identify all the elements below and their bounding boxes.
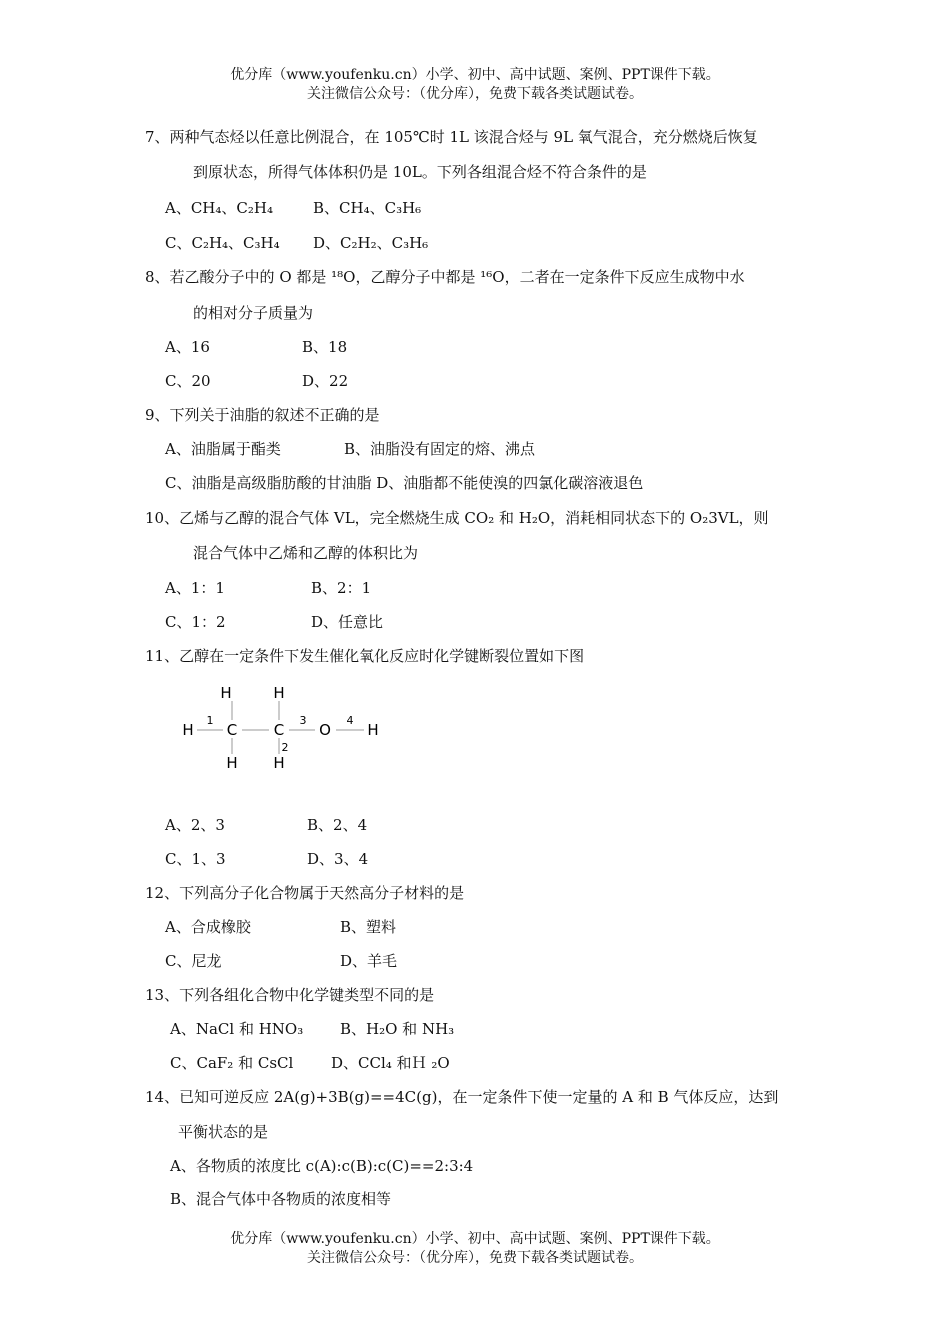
header-line-1: 优分库（www.youfenku.cn）小学、初中、高中试题、案例、PPT课件下载。	[230, 67, 720, 83]
q14-stem-line-2: 平衡状态的是	[178, 1123, 269, 1141]
q8-option-b: B、18	[302, 338, 348, 356]
q9-option-a: A、油脂属于酯类	[165, 440, 281, 458]
q14-stem-line-1: 14、已知可逆反应 2A(g)+3B(g)==4C(g)，在一定条件下使一定量的 A 和 B 气体反应，达到	[145, 1088, 779, 1106]
q13-option-a: A、NaCl 和 HNO₃	[170, 1020, 304, 1038]
q7-stem-line-1: 7、两种气态烃以任意比例混合，在 105℃时 1L 该混合烃与 9L 氧气混合，充分燃烧后恢复	[145, 128, 758, 146]
ethanol-bond-diagram	[175, 680, 395, 780]
atom-c-2: C	[273, 721, 285, 739]
atom-o: O	[319, 721, 331, 739]
atom-h-bottom-right: H	[273, 754, 285, 772]
q7-number: 7、	[145, 128, 170, 146]
atom-c-1: C	[226, 721, 238, 739]
q12-option-b: B、塑料	[340, 918, 397, 936]
q8-option-d: D、22	[302, 372, 349, 390]
q13-stem: 13、下列各组化合物中化学键类型不同的是	[145, 986, 435, 1004]
q9-option-cd: C、油脂是高级脂肪酸的甘油脂 D、油脂都不能使溴的四氯化碳溶液退色	[165, 474, 644, 492]
q10-option-b: B、2：1	[311, 579, 372, 597]
q9-option-b: B、油脂没有固定的熔、沸点	[344, 440, 536, 458]
q12-option-d: D、羊毛	[340, 952, 398, 970]
atom-h-right: H	[367, 721, 379, 739]
q8-option-a: A、16	[165, 338, 210, 356]
q11-stem: 11、乙醇在一定条件下发生催化氧化反应时化学键断裂位置如下图	[145, 647, 585, 665]
page-header	[0, 66, 950, 104]
q9-number: 9、	[145, 406, 170, 424]
footer-line-2: 关注微信公众号：（优分库），免费下载各类试题试卷。	[307, 1250, 643, 1266]
q11-option-a: A、2、3	[165, 816, 225, 834]
q7-stem-line-2: 到原状态，所得气体体积仍是 10L。下列各组混合烃不符合条件的是	[193, 163, 647, 181]
q12-number: 12、	[145, 884, 180, 902]
bond-label-2: 2	[281, 741, 289, 754]
q9-stem: 9、下列关于油脂的叙述不正确的是	[145, 406, 380, 424]
page-footer	[0, 1230, 950, 1268]
q7-option-a: A、CH₄、C₂H₄	[165, 199, 273, 217]
q11-option-b: B、2、4	[307, 816, 368, 834]
q8-number: 8、	[145, 268, 170, 286]
q13-option-b: B、H₂O 和 NH₃	[340, 1020, 455, 1038]
bond-label-1: 1	[206, 714, 214, 727]
q13-option-c: C、CaF₂ 和 CsCl	[170, 1054, 294, 1072]
atom-h-bottom-left: H	[226, 754, 238, 772]
q7-option-c: C、C₂H₄、C₃H₄	[165, 234, 280, 252]
q14-number: 14、	[145, 1088, 180, 1106]
q8-option-c: C、20	[165, 372, 211, 390]
q13-number: 13、	[145, 986, 180, 1004]
q10-option-c: C、1：2	[165, 613, 226, 631]
q7-option-b: B、CH₄、C₃H₆	[313, 199, 422, 217]
q10-stem-line-2: 混合气体中乙烯和乙醇的体积比为	[193, 544, 419, 562]
atom-h-top-right: H	[273, 684, 285, 702]
footer-line-1: 优分库（www.youfenku.cn）小学、初中、高中试题、案例、PPT课件下载。	[230, 1231, 720, 1247]
atom-h-left: H	[182, 721, 194, 739]
q8-stem-line-2: 的相对分子质量为	[193, 304, 314, 322]
q11-number: 11、	[145, 647, 180, 665]
q7-option-d: D、C₂H₂、C₃H₆	[313, 234, 429, 252]
bond-label-4: 4	[346, 714, 354, 727]
q11-option-c: C、1、3	[165, 850, 226, 868]
q10-option-d: D、任意比	[311, 613, 384, 631]
q10-option-a: A、1：1	[165, 579, 225, 597]
q13-option-d: D、CCl₄ 和Ｈ ₂O	[331, 1054, 450, 1072]
q12-option-a: A、合成橡胶	[165, 918, 251, 936]
q14-option-b: B、混合气体中各物质的浓度相等	[170, 1190, 392, 1208]
bond-label-3: 3	[299, 714, 307, 727]
q8-stem-line-1: 8、若乙酸分子中的 O 都是 ¹⁸O，乙醇分子中都是 ¹⁶O，二者在一定条件下反应生成物中水	[145, 268, 745, 286]
q11-option-d: D、3、4	[307, 850, 369, 868]
header-line-2: 关注微信公众号：（优分库），免费下载各类试题试卷。	[307, 86, 643, 102]
q12-stem: 12、下列高分子化合物属于天然高分子材料的是	[145, 884, 465, 902]
q14-option-a: A、各物质的浓度比 c(A):c(B):c(C)==2:3:4	[170, 1157, 474, 1175]
q10-number: 10、	[145, 509, 180, 527]
q10-stem-line-1: 10、乙烯与乙醇的混合气体 VL，完全燃烧生成 CO₂ 和 H₂O，消耗相同状态下的 O₂3VL，则	[145, 509, 769, 527]
atom-h-top-left: H	[220, 684, 232, 702]
q12-option-c: C、尼龙	[165, 952, 222, 970]
